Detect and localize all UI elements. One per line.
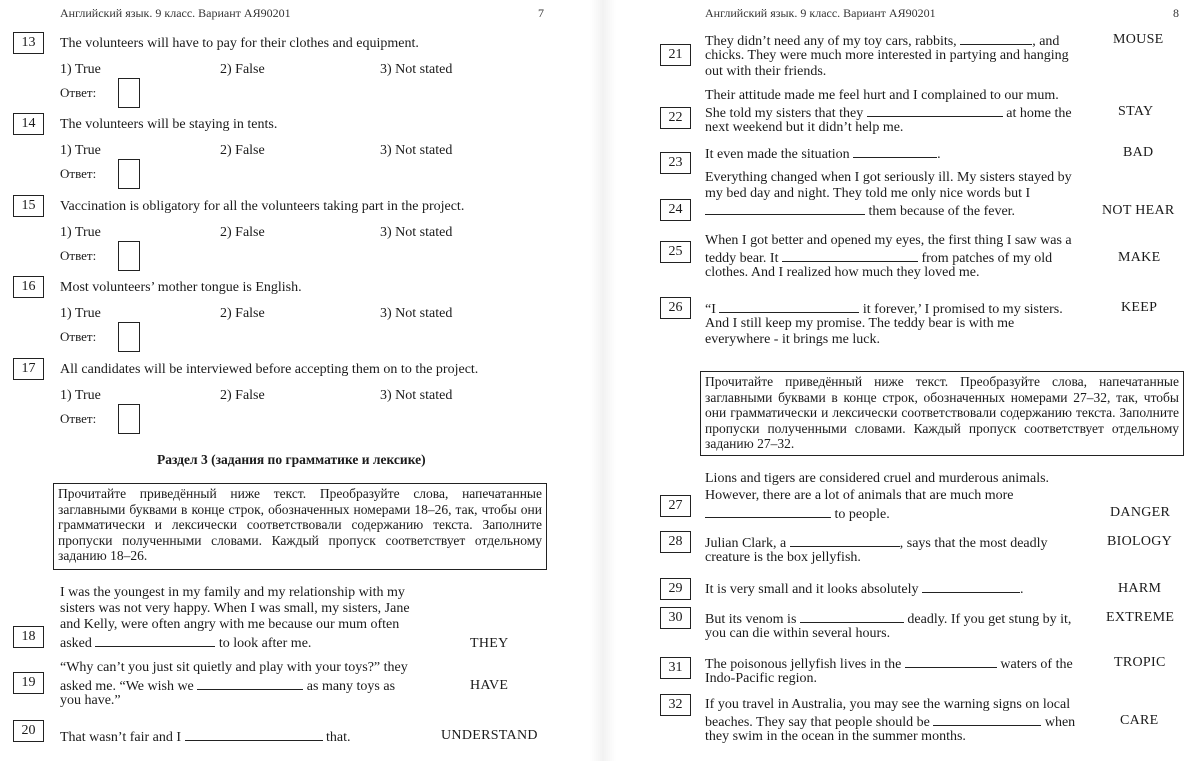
option-true[interactable]: 1) True — [60, 306, 101, 321]
option-true[interactable]: 1) True — [60, 143, 101, 158]
text-line: Everything changed when I got seriously ill. My sisters stayed by — [705, 170, 1072, 185]
text-line: chicks. They were much more interested in partying and hanging — [705, 48, 1069, 63]
task-number: 25 — [660, 241, 691, 263]
answer-blank[interactable] — [960, 32, 1032, 45]
text-after: as many toys as — [306, 679, 396, 694]
option-true[interactable]: 1) True — [60, 62, 101, 77]
text-after: at home the — [1006, 106, 1072, 121]
text-before: Julian Clark, a — [705, 536, 787, 551]
text-line: Their attitude made me feel hurt and I complained to our mum. — [705, 88, 1059, 103]
section-title: Раздел 3 (задания по грамматике и лексике) — [157, 452, 426, 467]
option-not-stated[interactable]: 3) Not stated — [380, 62, 453, 77]
task-statement: Vaccination is obligatory for all the volunteers taking part in the project. — [60, 199, 465, 214]
gap-line — [705, 580, 1023, 598]
option-not-stated[interactable]: 3) Not stated — [380, 143, 453, 158]
left-page — [0, 0, 585, 761]
text-line: However, there are a lot of animals that are much more — [705, 488, 1014, 503]
gap-line — [705, 145, 941, 163]
transform-word: MOUSE — [1113, 32, 1164, 47]
text-after: when — [1044, 715, 1076, 730]
answer-blank[interactable] — [705, 505, 831, 518]
option-false[interactable]: 2) False — [220, 62, 265, 77]
text-after: from patches of my old — [921, 251, 1053, 266]
text-after: to people. — [834, 507, 890, 522]
text-after: . — [1019, 582, 1024, 597]
text-line: you have.” — [60, 693, 121, 708]
text-line: I was the youngest in my family and my relationship with my — [60, 585, 405, 600]
task-number: 31 — [660, 657, 691, 679]
transform-word: STAY — [1118, 104, 1154, 119]
text-line: next weekend but it didn’t help me. — [705, 120, 904, 135]
task-number: 28 — [660, 531, 691, 553]
page-header: Английский язык. 9 класс. Вариант АЯ90201 — [705, 6, 936, 20]
text-before: The poisonous jellyfish lives in the — [705, 657, 902, 672]
transform-word: UNDERSTAND — [441, 728, 538, 743]
answer-blank[interactable] — [790, 534, 900, 547]
gap-line — [60, 728, 351, 746]
text-before: But its venom is — [705, 612, 797, 627]
gap-line — [60, 634, 311, 652]
text-after: deadly. If you get stung by it, — [907, 612, 1072, 627]
transform-word: DANGER — [1110, 505, 1171, 520]
task-statement: The volunteers will have to pay for their clothes and equipment. — [60, 36, 419, 51]
text-line: they swim in the ocean in the summer months. — [705, 729, 966, 744]
answer-blank[interactable] — [782, 249, 918, 262]
task-number: 26 — [660, 297, 691, 319]
text-after: waters of the — [1000, 657, 1073, 672]
text-after: them because of the fever. — [868, 204, 1016, 219]
option-false[interactable]: 2) False — [220, 143, 265, 158]
task-number: 32 — [660, 694, 691, 716]
answer-label: Ответ: — [60, 166, 97, 181]
task-number: 24 — [660, 199, 691, 221]
transform-word: NOT HEAR — [1102, 203, 1175, 218]
answer-blank[interactable] — [185, 728, 323, 741]
text-after: it forever,’ I promised to my sisters. — [862, 302, 1063, 317]
answer-box[interactable] — [118, 78, 140, 108]
transform-word: HARM — [1118, 581, 1162, 596]
option-not-stated[interactable]: 3) Not stated — [380, 225, 453, 240]
text-line: If you travel in Australia, you may see the warning signs on local — [705, 697, 1071, 712]
text-line: and Kelly, were often angry with me because our mum often — [60, 617, 400, 632]
answer-box[interactable] — [118, 241, 140, 271]
task-number: 14 — [13, 113, 44, 135]
answer-blank[interactable] — [905, 655, 997, 668]
text-line: my bed day and night. They told me only nice words but I — [705, 186, 1031, 201]
transform-word: CARE — [1120, 713, 1159, 728]
task-number: 20 — [13, 720, 44, 742]
text-before: asked me. “We wish we — [60, 679, 194, 694]
transform-word: HAVE — [470, 678, 509, 693]
page-header: Английский язык. 9 класс. Вариант АЯ90201 — [60, 6, 291, 20]
answer-blank[interactable] — [705, 202, 865, 215]
text-before: “I — [705, 302, 716, 317]
instruction-box: Прочитайте приведённый ниже текст. Преобразуйте слова, напечатанные заглавными буквами в конце строк, обозначенных номерами 18–26, так, чтобы они грамматически и лексически соответствовали содержанию текста. Заполните пропуски полученными словами. Каждый пропуск соответствует отдельному заданию 18–26. — [53, 483, 547, 570]
answer-label: Ответ: — [60, 248, 97, 263]
text-after: . — [937, 147, 941, 162]
transform-word: KEEP — [1121, 300, 1158, 315]
task-number: 23 — [660, 152, 691, 174]
transform-word: MAKE — [1118, 250, 1161, 265]
text-after: , and — [1032, 34, 1060, 49]
text-before: It is very small and it looks absolutely — [705, 582, 919, 597]
task-number: 19 — [13, 672, 44, 694]
answer-blank[interactable] — [933, 713, 1041, 726]
option-not-stated[interactable]: 3) Not stated — [380, 306, 453, 321]
answer-blank[interactable] — [853, 145, 937, 158]
transform-word: THEY — [470, 636, 509, 651]
task-number: 15 — [13, 195, 44, 217]
text-after: that. — [326, 730, 351, 745]
text-before: beaches. They say that people should be — [705, 715, 930, 730]
task-number: 17 — [13, 358, 44, 380]
option-true[interactable]: 1) True — [60, 388, 101, 403]
text-line: Indo-Pacific region. — [705, 671, 817, 686]
answer-box[interactable] — [118, 322, 140, 352]
answer-blank[interactable] — [197, 677, 303, 690]
transform-word: BAD — [1123, 145, 1154, 160]
option-false[interactable]: 2) False — [220, 306, 265, 321]
answer-box[interactable] — [118, 159, 140, 189]
text-line: sisters was not very happy. When I was small, my sisters, Jane — [60, 601, 410, 616]
option-false[interactable]: 2) False — [220, 225, 265, 240]
gap-line — [705, 202, 1015, 220]
page-gutter — [590, 0, 616, 761]
instruction-box: Прочитайте приведённый ниже текст. Преобразуйте слова, напечатанные заглавными буквами в конце строк, обозначенных номерами 27–32, так, чтобы они грамматически и лексически соответствовали содержанию текста. Заполните пропуски полученными словами. Каждый пропуск соответствует отдельному заданию 27–32. — [700, 371, 1184, 456]
text-line: When I got better and opened my eyes, the first thing I saw was a — [705, 233, 1072, 248]
text-line: “Why can’t you just sit quietly and play with your toys?” they — [60, 660, 408, 675]
transform-word: EXTREME — [1106, 610, 1175, 625]
task-statement: Most volunteers’ mother tongue is English. — [60, 280, 302, 295]
text-before: asked — [60, 636, 92, 651]
answer-box[interactable] — [118, 404, 140, 434]
task-number: 16 — [13, 276, 44, 298]
task-number: 27 — [660, 495, 691, 517]
task-number: 18 — [13, 626, 44, 648]
task-statement: All candidates will be interviewed before accepting them on to the project. — [60, 362, 479, 377]
right-page — [620, 0, 1200, 761]
task-number: 29 — [660, 578, 691, 600]
text-before: They didn’t need any of my toy cars, rabbits, — [705, 34, 961, 49]
gap-line — [705, 505, 890, 523]
task-statement: The volunteers will be staying in tents. — [60, 117, 278, 132]
option-true[interactable]: 1) True — [60, 225, 101, 240]
text-line: creature is the box jellyfish. — [705, 550, 861, 565]
answer-label: Ответ: — [60, 85, 97, 100]
task-number: 22 — [660, 107, 691, 129]
text-after: , says that the most deadly — [899, 536, 1048, 551]
transform-word: BIOLOGY — [1107, 534, 1173, 549]
answer-blank[interactable] — [719, 300, 859, 313]
text-line: everywhere - it brings me luck. — [705, 332, 880, 347]
text-before: That wasn’t fair and I — [60, 730, 182, 745]
answer-label: Ответ: — [60, 329, 97, 344]
option-false[interactable]: 2) False — [220, 388, 265, 403]
answer-blank[interactable] — [95, 634, 215, 647]
option-not-stated[interactable]: 3) Not stated — [380, 388, 453, 403]
answer-blank[interactable] — [800, 610, 904, 623]
text-line: And I still keep my promise. The teddy bear is with me — [705, 316, 1015, 331]
text-before: teddy bear. It — [705, 251, 779, 266]
answer-blank[interactable] — [867, 104, 1003, 117]
transform-word: TROPIC — [1114, 655, 1166, 670]
task-number: 13 — [13, 32, 44, 54]
text-before: It even made the situation — [705, 147, 850, 162]
text-line: Lions and tigers are considered cruel and murderous animals. — [705, 471, 1050, 486]
answer-blank[interactable] — [922, 580, 1020, 593]
text-line: you can die within several hours. — [705, 626, 891, 641]
page-number: 8 — [1173, 6, 1179, 20]
text-line: out with their friends. — [705, 64, 827, 79]
page-number: 7 — [538, 6, 544, 20]
answer-label: Ответ: — [60, 411, 97, 426]
text-before: She told my sisters that they — [705, 106, 864, 121]
text-line: clothes. And I realized how much they loved me. — [705, 265, 980, 280]
task-number: 21 — [660, 44, 691, 66]
task-number: 30 — [660, 607, 691, 629]
text-after: to look after me. — [218, 636, 312, 651]
